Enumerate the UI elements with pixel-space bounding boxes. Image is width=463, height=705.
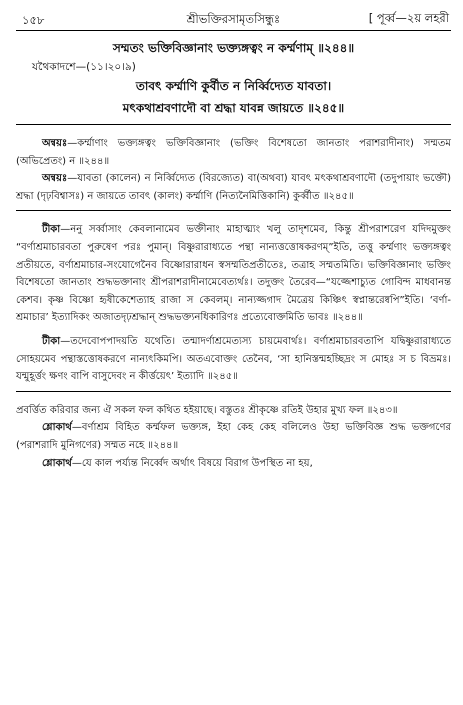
bhashya-rule xyxy=(16,391,451,392)
tika-label: টীকা xyxy=(42,335,61,347)
anvaya-rule xyxy=(16,124,451,125)
shlokartha-245 xyxy=(16,455,451,473)
page-number: ১৫৮ xyxy=(22,13,45,27)
anvaya-label: অন্বয়ঃ xyxy=(42,173,68,185)
tika-section xyxy=(16,217,451,385)
verse-reference: যথৈকাদশে—(১১।২০।৯) xyxy=(32,61,136,73)
bhashya-section xyxy=(16,398,451,472)
tika-label: টীকা xyxy=(42,224,61,236)
tika-244 xyxy=(16,221,451,327)
anvaya-section xyxy=(16,131,451,205)
anvaya-label: অন্বয়ঃ xyxy=(42,138,68,149)
shlokartha-text: —যে কাল পর্য্যন্ত নির্ব্বেদ অর্থাৎ বিষয়ে বিরাগ উপস্থিত না হয়, xyxy=(71,457,313,469)
tika-245 xyxy=(16,333,451,386)
book-page xyxy=(16,6,451,472)
page-header xyxy=(16,6,451,30)
anvaya-245 xyxy=(16,170,451,205)
tika-text: —তদেবোপপাদয়তি যথেতি। তন্মাদর্ণাশ্রমেত্যস্য চায়মেবার্থঃ। বর্ণাশ্রমাচারবতাপি যদ্বিষ্ণুরারাধ্যতে সোহয়মেব পন্থাস্তত্তোষকরণে নান্যৎকিমপি। অতএবোক্তং তেনৈব, ‘সা হানিস্তন্মহচ্ছিদ্রং স মোহঃ স চ বিভ্রমঃ। যন্মুহূর্ত্তং ক্ষণং বাপি বাসুদেবং ন কীর্ত্তয়েৎ’ ইত্যাদি ॥২৪৫॥ xyxy=(16,335,451,383)
shlokartha-label: শ্লোকার্থ xyxy=(42,457,72,469)
anvaya-244 xyxy=(16,135,451,170)
shlokartha-244 xyxy=(16,419,451,454)
section-label: [ পূর্ব্ব—২য় লহরী xyxy=(368,11,449,25)
header-rule xyxy=(16,30,451,31)
book-title: শ্রীভক্তিরসামৃতসিন্ধুঃ xyxy=(186,12,281,26)
shlokartha-label: শ্লোকার্থ xyxy=(42,422,72,434)
bhashya-continuation: প্রবর্ত্তিত করিবার জন্য ঐ সকল ফল কথিত হইয়াছে। বস্তুতঃ শ্রীকৃষ্ণে রতিই উহার মুখ্য ফল ॥২৪৩॥ xyxy=(16,404,398,416)
shlokartha-text: —বর্ণাশ্রম বিহিত কর্ম্মফল ভক্ত্যঙ্গ, ইহা কেহ কেহ বলিলেও উহা ভক্তিবিজ্ঞ শুদ্ধ ভক্তগণের (পরাশরাদি মুনিগণের) সম্মত নহে ॥২৪৪॥ xyxy=(16,422,451,451)
anvaya-text: —কর্ম্মাণাং ভক্ত্যঙ্গত্বং ভক্তিবিজ্ঞানাং (ভক্তিং বিশেষতো জানতাং পরাশরাদীনাং) সম্মতম (অভিপ্রেতং) ন ॥২৪৪॥ xyxy=(16,138,451,167)
verse-line-245a: তাবৎ কর্ম্মাণি কুর্বীত ন নির্ব্বিদ্যেত যাবতা। xyxy=(135,79,332,93)
anvaya-text: —যাবতা (কালেন) ন নির্ব্বিদ্যেত (বিরজ্যেত) বা(অথবা) যাবৎ মৎকথাশ্রবণাদৌ (তদুপায়াং ভক্তৌ) শ্রদ্ধা (দৃঢ়বিশ্বাসঃ) ন জায়তে তাবৎ (কালং) কর্ম্মাণি (নিত্যনৈমিত্তিকানি) কুর্ব্বীত ॥২৪৫॥ xyxy=(16,173,451,202)
verse-line-245b: মৎকথাশ্রবণাদৌ বা শ্রদ্ধা যাবন্ন জায়তে ॥২৪৫॥ xyxy=(122,101,345,115)
verse-line-244: সম্মতং ভক্তিবিজ্ঞানাং ভক্ত্যঙ্গত্বং ন কর্ম্মণাম্‌ ॥২৪৪॥ xyxy=(112,41,355,55)
tika-rule xyxy=(16,210,451,211)
tika-text: —ননু সর্ব্বাসাং কেবলানামেব ভক্তীনাং মাহাত্ম্যং খলু তাদৃশমেব, কিন্তু শ্রীপরাশরেণ যদিদমুক্তং “বর্ণাশ্রমাচারবতা পুরুষেণ পরঃ পুমান্‌। বিষ্ণুরারাধ্যতে পন্থা নান্যত্তত্তোষকরণম্‌”ইতি, তত্তু কর্ম্মণাং ভক্ত্যঙ্গত্বং প্রতীয়তে, বর্ণাশ্রমাচার-সংযোগেনৈব বিষ্ণোরারাধন স্বসম্মতিপ্রতীতেঃ, তত্রাহ সম্মতমিতি। ভক্তিবিজ্ঞানাং ভক্তিং বিশেষতো জানতাং শুদ্ধভক্তানাং শ্রীপরাশরাদীনামেবেত্যর্থঃ। তদুক্তং তৈরেব—“যজ্জেশাচ্যুত গোবিন্দ মাধবানন্ত কেশব। কৃষ্ণ বিষ্ণো হৃষীকেশেত্যাহ রাজা স কেবলম্‌। নান্যজ্জগাদ মৈত্রেয় কিঞ্চিৎ স্বপ্নান্তরেষ্বপি”ইতি। ‘বর্ণা-শ্রমাচার’ ইত্যাদিকং অজাতদৃঢ়শ্রদ্ধান্‌ শুদ্ধভক্ত্যনধিকারিণঃ প্রত্যেবোক্তমিতি ভাবঃ ॥২৪৪॥ xyxy=(16,224,451,324)
